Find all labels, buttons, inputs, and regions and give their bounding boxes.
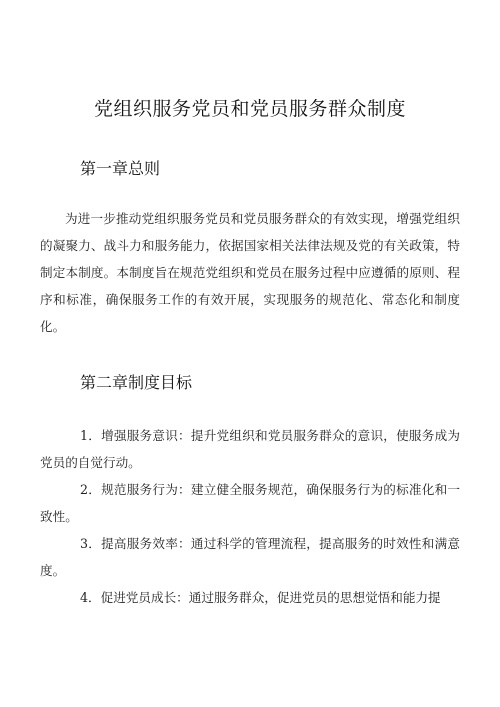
list-item-text: 增强服务意识：提升党组织和党员服务群众的意识，使服务成为党员的自觉行动。: [40, 428, 461, 470]
list-item-text: 促进党员成长：通过服务群众，促进党员的思想觉悟和能力提: [100, 590, 441, 605]
list-item: [40, 530, 460, 584]
chapter-2-heading: 第二章制度目标: [80, 373, 193, 392]
list-item-number: 4．: [80, 590, 101, 605]
chapter-2-goal-list: [40, 422, 460, 611]
chapter-1-heading: 第一章总则: [80, 159, 161, 178]
list-item-number: 3．: [80, 536, 102, 551]
document-title: 党组织服务党员和党员服务群众制度: [93, 98, 406, 120]
chapter-1-paragraph: 为进一步推动党组织服务党员和党员服务群众的有效实现，增强党组织的凝聚力、战斗力和服务能力，依据国家相关法律法规及党的有关政策，特制定本制度。本制度旨在规范党组织和党员在服务过程中应遵循的原则、程序和标准，确保服务工作的有效开展，实现服务的规范化、常态化和制度化。: [40, 211, 460, 334]
list-item: [40, 422, 460, 476]
list-item: [40, 584, 460, 611]
list-item-number: 1．: [80, 428, 102, 443]
list-item: [40, 476, 460, 530]
list-item-text: 提高服务效率：通过科学的管理流程，提高服务的时效性和满意度。: [40, 536, 461, 578]
list-item-text: 规范服务行为：建立健全服务规范，确保服务行为的标准化和一致性。: [40, 482, 461, 524]
list-item-number: 2．: [80, 482, 102, 497]
